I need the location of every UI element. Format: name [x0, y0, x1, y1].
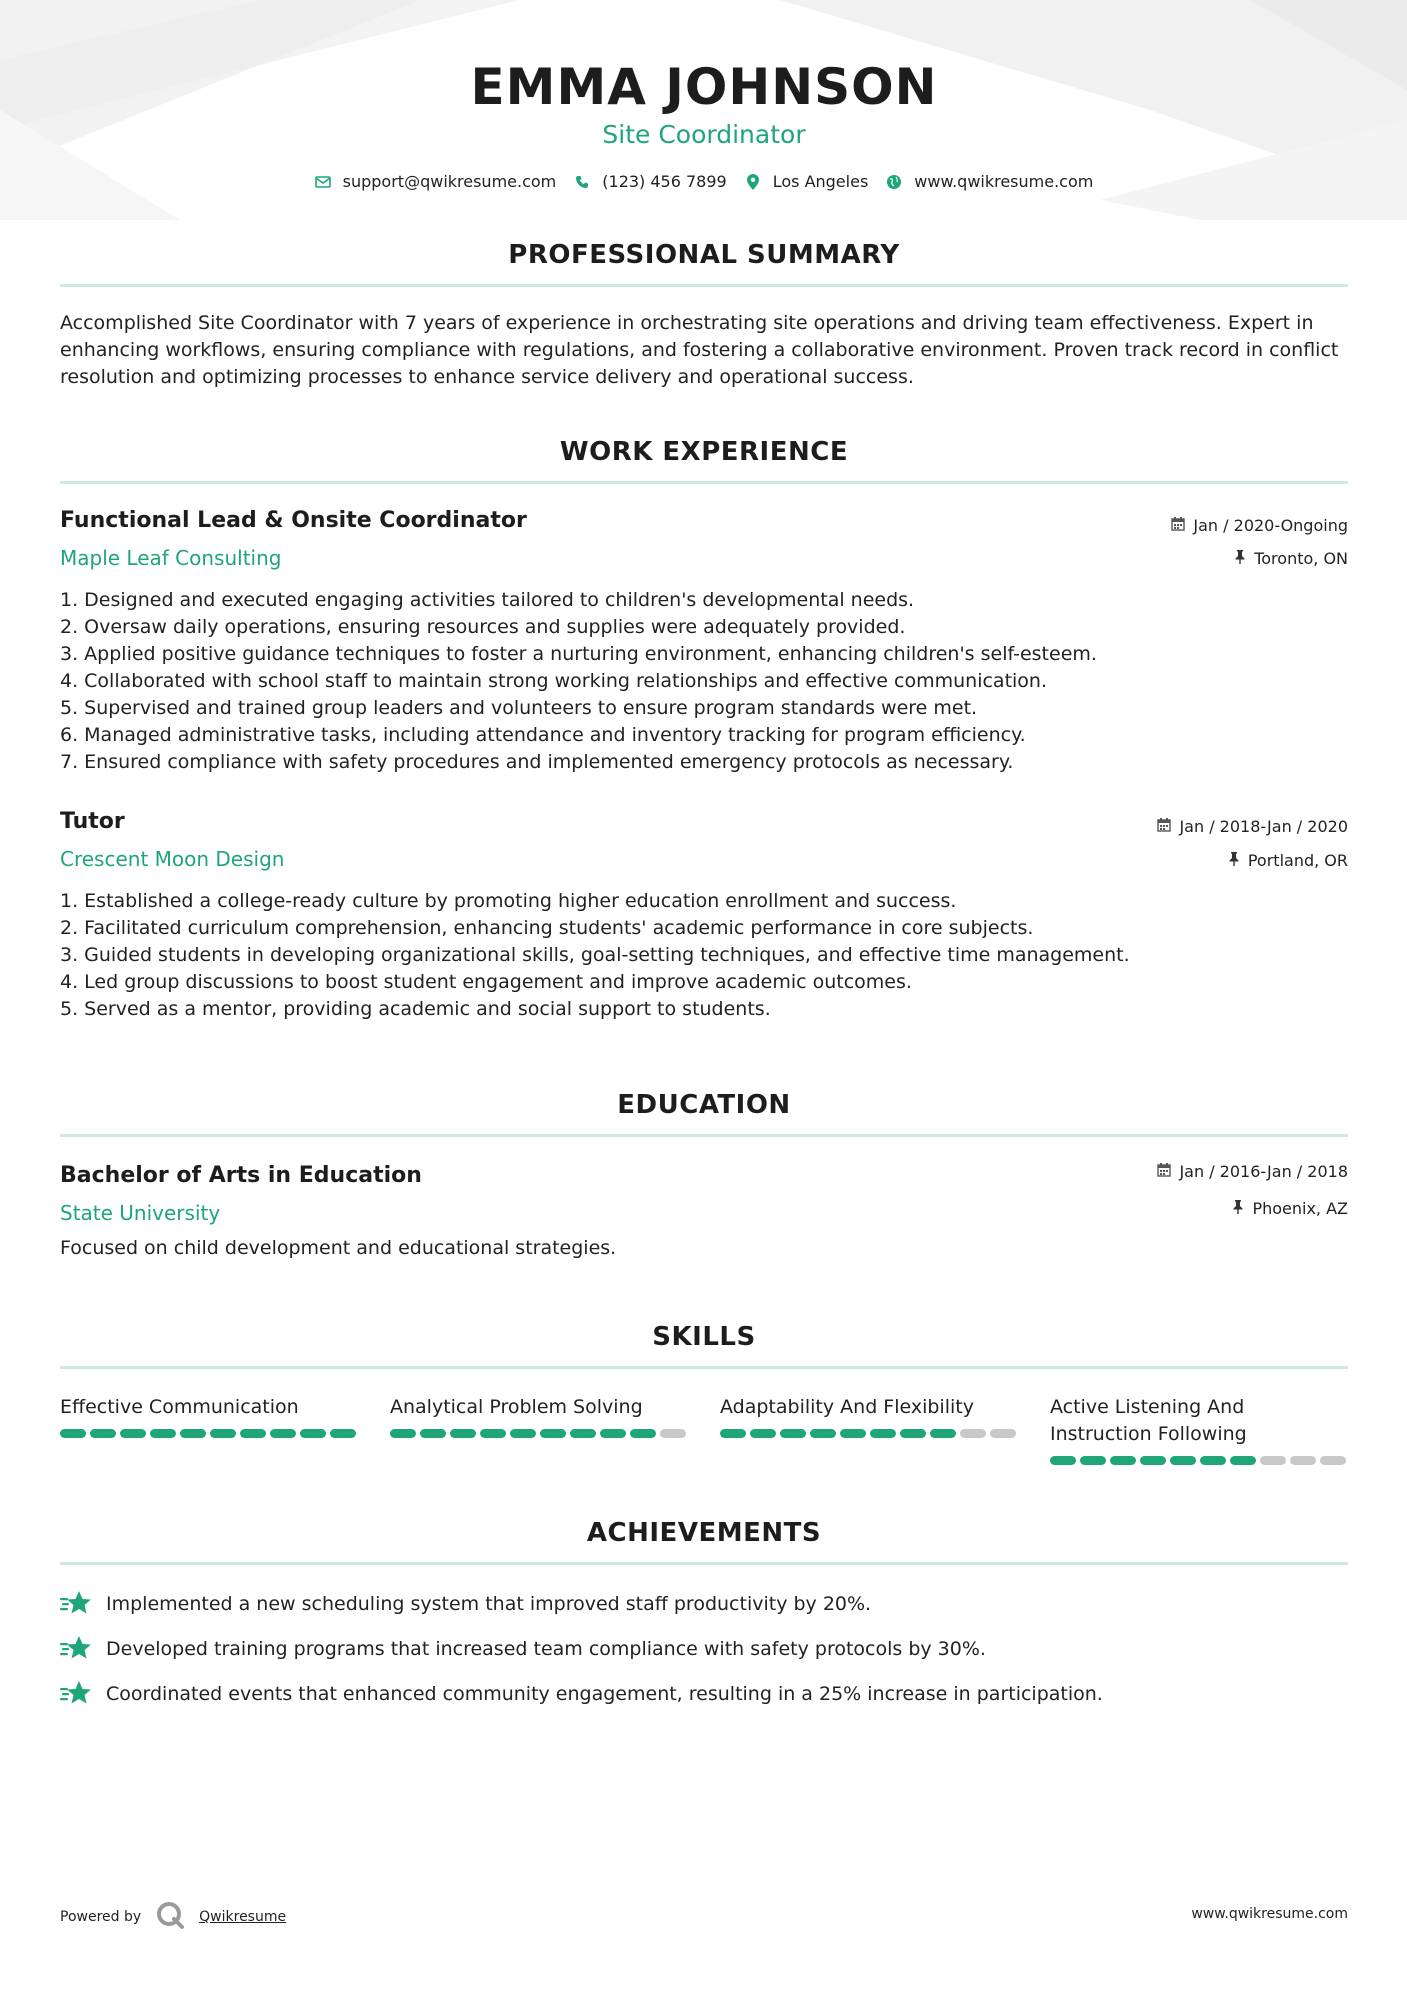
contact-phone[interactable] [574, 172, 726, 191]
skill-level-dot-filled [1170, 1456, 1196, 1465]
skill-level-dot-filled [570, 1429, 596, 1438]
skill-level-dot-empty [960, 1429, 986, 1438]
job-dates [1171, 516, 1348, 535]
skill-level-dot-empty [1290, 1456, 1316, 1465]
skill-level-dot-filled [510, 1429, 536, 1438]
job-location-text: Toronto, ON [1254, 549, 1348, 568]
contact-location-text: Los Angeles [772, 172, 869, 191]
education-divider [60, 1134, 1348, 1137]
skill-level-dot-filled [630, 1429, 656, 1438]
education-dates-text: Jan / 2016-Jan / 2018 [1179, 1162, 1348, 1181]
pushpin-icon [1228, 851, 1240, 870]
achievement-text: Implemented a new scheduling system that improved staff productivity by 20%. [106, 1593, 872, 1615]
list-item: 3. Applied positive guidance techniques to foster a nurturing environment, enhancing children's self-esteem. [60, 643, 1097, 665]
skill-item [390, 1394, 690, 1438]
skill-level-dot-filled [1200, 1456, 1226, 1465]
skill-level-dot-filled [1080, 1456, 1106, 1465]
star-icon [60, 1590, 92, 1618]
list-item: 4. Collaborated with school staff to maintain strong working relationships and effective communication. [60, 670, 1048, 692]
globe-icon [886, 174, 902, 190]
school-name: State University [60, 1201, 221, 1225]
experience-heading: WORK EXPERIENCE [559, 437, 849, 467]
skill-item [720, 1394, 1020, 1438]
list-item: 5. Supervised and trained group leaders and volunteers to ensure program standards were met. [60, 697, 978, 719]
map-pin-icon [745, 174, 761, 190]
skill-name: Effective Communication [60, 1396, 299, 1418]
pushpin-icon [1234, 549, 1246, 568]
skill-level-dot-filled [60, 1429, 86, 1438]
skill-level-dot-empty [990, 1429, 1016, 1438]
list-item: 1. Designed and executed engaging activities tailored to children's developmental needs. [60, 589, 915, 611]
contact-website[interactable] [886, 172, 1093, 191]
education-description: Focused on child development and educational strategies. [60, 1237, 617, 1259]
job-location-text: Portland, OR [1247, 851, 1348, 870]
star-icon [60, 1635, 92, 1663]
summary-heading: PROFESSIONAL SUMMARY [508, 240, 900, 270]
achievement-text: Developed training programs that increased team compliance with safety protocols by 30%. [106, 1638, 986, 1660]
skill-level-dot-filled [780, 1429, 806, 1438]
skill-level-dot-filled [1050, 1456, 1076, 1465]
skill-level-dot-filled [270, 1429, 296, 1438]
job-title: Tutor [60, 809, 125, 834]
job-dates-text: Jan / 2020-Ongoing [1193, 516, 1348, 535]
skill-level-dot-filled [300, 1429, 326, 1438]
summary-text: Accomplished Site Coordinator with 7 years of experience in orchestrating site operations and driving team effectiveness. Expert in enhancing workflows, ensuring compliance with regulations, and fostering a collaborative environment. Proven track record in conflict resolution and optimizing processes to enhance service delivery and operational success. [60, 312, 1339, 388]
education-heading: EDUCATION [617, 1090, 791, 1120]
list-item: 7. Ensured compliance with safety procedures and implemented emergency protocols as necessary. [60, 751, 1014, 773]
calendar-icon [1157, 1162, 1171, 1181]
summary-divider [60, 284, 1348, 287]
job-location [1228, 851, 1348, 870]
skill-level-dot-filled [900, 1429, 926, 1438]
skill-level-dot-filled [330, 1429, 356, 1438]
skill-level-dot-filled [90, 1429, 116, 1438]
job-dates [1157, 817, 1348, 836]
achievements-heading: ACHIEVEMENTS [586, 1518, 822, 1548]
achievement-item [60, 1680, 1103, 1708]
skill-level-dot-empty [1260, 1456, 1286, 1465]
contact-email-text: support@qwikresume.com [342, 172, 557, 191]
job-company: Crescent Moon Design [60, 847, 285, 871]
skill-name: Analytical Problem Solving [390, 1396, 643, 1418]
skill-name: Adaptability And Flexibility [720, 1396, 974, 1418]
skill-level-dot-filled [870, 1429, 896, 1438]
candidate-role: Site Coordinator [602, 120, 806, 149]
skill-level-dot-filled [840, 1429, 866, 1438]
skill-level-dot-filled [150, 1429, 176, 1438]
skill-level-dot-filled [480, 1429, 506, 1438]
degree-title: Bachelor of Arts in Education [60, 1163, 422, 1188]
skill-level-dot-empty [1320, 1456, 1346, 1465]
skill-level-dot-filled [240, 1429, 266, 1438]
skill-name: Active Listening And Instruction Following [1050, 1396, 1247, 1445]
powered-by-label: Powered by [60, 1909, 142, 1925]
contact-location [745, 172, 869, 191]
job-dates-text: Jan / 2018-Jan / 2020 [1179, 817, 1348, 836]
list-item: 1. Established a college-ready culture by promoting higher education enrollment and success. [60, 890, 957, 912]
job-duties-list [60, 587, 1348, 776]
skill-level-dot-filled [750, 1429, 776, 1438]
footer-branding [60, 1900, 286, 1934]
skill-level-dot-filled [450, 1429, 476, 1438]
achievement-item [60, 1590, 871, 1618]
phone-icon [574, 174, 590, 190]
qwikresume-link[interactable]: Qwikresume [199, 1909, 287, 1925]
star-icon [60, 1680, 92, 1708]
list-item: 2. Oversaw daily operations, ensuring resources and supplies were adequately provided. [60, 616, 906, 638]
calendar-icon [1157, 817, 1171, 836]
contact-website-text: www.qwikresume.com [914, 172, 1094, 191]
skill-level-dot-filled [720, 1429, 746, 1438]
skill-level-dot-filled [1230, 1456, 1256, 1465]
skill-level-dot-filled [1110, 1456, 1136, 1465]
list-item: 3. Guided students in developing organizational skills, goal-setting techniques, and effective time management. [60, 944, 1130, 966]
contact-phone-text: (123) 456 7899 [602, 172, 727, 191]
skill-level-meter [1050, 1456, 1350, 1465]
list-item: 2. Facilitated curriculum comprehension, enhancing students' academic performance in core subjects. [60, 917, 1034, 939]
job-company: Maple Leaf Consulting [60, 546, 282, 570]
skill-item [60, 1394, 360, 1438]
skill-level-dot-filled [180, 1429, 206, 1438]
skill-level-dot-filled [600, 1429, 626, 1438]
contact-email[interactable] [315, 172, 557, 191]
list-item: 4. Led group discussions to boost student engagement and improve academic outcomes. [60, 971, 912, 993]
experience-divider [60, 481, 1348, 484]
list-item: 6. Managed administrative tasks, including attendance and inventory tracking for program efficiency. [60, 724, 1026, 746]
skill-item [1050, 1394, 1350, 1465]
skill-level-dot-filled [390, 1429, 416, 1438]
job-location [1234, 549, 1348, 568]
education-location [1232, 1199, 1348, 1218]
achievement-item [60, 1635, 986, 1663]
skill-level-dot-filled [540, 1429, 566, 1438]
skill-level-meter [390, 1429, 690, 1438]
skill-level-meter [720, 1429, 1020, 1438]
list-item: 5. Served as a mentor, providing academic and social support to students. [60, 998, 771, 1020]
achievement-text: Coordinated events that enhanced community engagement, resulting in a 25% increase in participation. [106, 1683, 1103, 1705]
skills-heading: SKILLS [652, 1322, 756, 1352]
contact-bar [60, 172, 1348, 191]
skill-level-dot-filled [420, 1429, 446, 1438]
skill-level-dot-filled [210, 1429, 236, 1438]
qwikresume-logo-icon [155, 1900, 185, 1934]
skills-divider [60, 1366, 1348, 1369]
job-duties-list [60, 888, 1348, 1023]
achievements-divider [60, 1562, 1348, 1565]
education-dates [1157, 1162, 1348, 1181]
skill-level-meter [60, 1429, 360, 1438]
skill-level-dot-empty [660, 1429, 686, 1438]
skill-level-dot-filled [120, 1429, 146, 1438]
calendar-icon [1171, 516, 1185, 535]
skill-level-dot-filled [810, 1429, 836, 1438]
skill-level-dot-filled [1140, 1456, 1166, 1465]
footer-website[interactable]: www.qwikresume.com [1191, 1906, 1348, 1922]
job-title: Functional Lead & Onsite Coordinator [60, 508, 527, 533]
education-location-text: Phoenix, AZ [1252, 1199, 1348, 1218]
envelope-icon [315, 174, 331, 190]
skill-level-dot-filled [930, 1429, 956, 1438]
candidate-name: EMMA JOHNSON [470, 58, 938, 116]
pushpin-icon [1232, 1199, 1244, 1218]
